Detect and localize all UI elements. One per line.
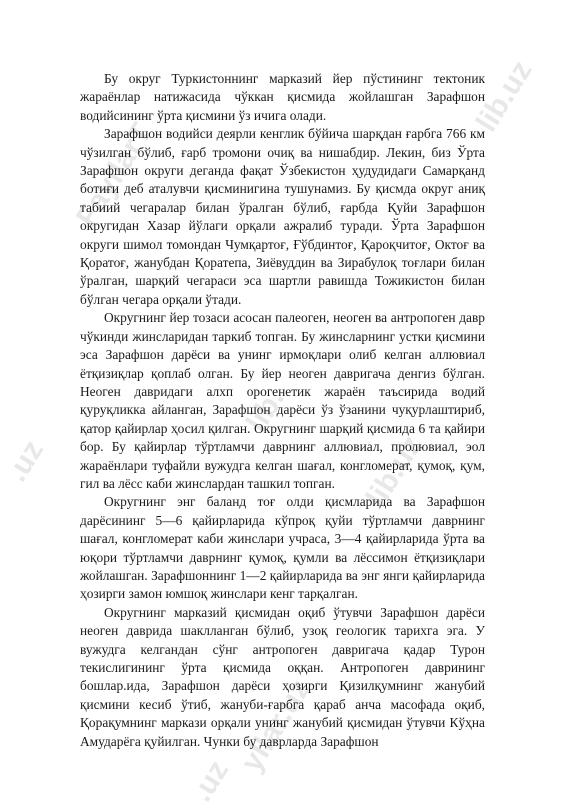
watermark-left-mid: .uz (0, 434, 51, 488)
paragraph: Округнинг марказий қисмидан оқиб ўтувчи Зарафшон дарёси неоген даврида шаклланган бўлиб, узоқ геологик тарихга эга. У вужудга келгандан сўнг антропоген давригача қадар Турон текислигининг ўрта қисмида оққан. Антропоген даврининг бошлар.ида, Зарафшон дарёси ҳозирги Қизилқумнинг жанубий қисмини кесиб ўтиб, жануби-ғарбга қараб анча масофада оқиб, Қорақумнинг маркази орқали унинг жанубий қисмидан ўтувчи Кўҳна Амударёга қуйилган. Чунки бу даврларда Зарафшон (80, 604, 485, 749)
paragraph: Округнинг йер тозаси асосан палеоген, неоген ва антропоген давр чўкинди жинсларидан таркиб топган. Бу жинсларнинг устки қисмини эса Зарафшон дарёси ва унинг ирмоқлари олиб келган аллювиал ётқизиқлар қоплаб олган. Бу йер неоген давригача денгиз бўлган. Неоген давридаги алхп орогенетик жараён таъсирида водий қуруқликка айланган, Зарафшон дарёси ўз ўзанини чуқурлаштириб, қатор қайирлар ҳосил қилган. Округнинг шарқий қисмида 6 та қайири бор. Бу қайирлар тўртламчи даврнинг аллювиал, пролювиал, эол жараёнлари туфайли вужудга келган шағал, конгломерат, қумоқ, қум, гил ва лёсс каби жинслардан ташкил топган. (80, 310, 485, 491)
watermark-left-top: FayllarT (70, 117, 159, 233)
watermark-left-bottom: lib.uz (360, 429, 429, 513)
paragraph: Округнинг энг баланд тоғ олди қисмларида ва Зарафшон дарёсининг 5—6 қайирларида кўпроқ қуйи тўртламчи даврнинг шағал, конгломерат каби жинслари учраса, 3—4 қайирларида ўрта ва юқори тўртламчи даврнинг қумоқ, қумли ва лёссимон ётқизиқлари жойлашган. Зарафшоннинг 1—2 қайирларида ва энг янги қайирларида ҳозирги замон юмшоқ жинслари кенг тарқалган. (80, 494, 485, 602)
watermark-bottom-right: .uz (185, 754, 236, 808)
body-text (80, 70, 485, 751)
watermark-mid: lib. (240, 383, 291, 438)
paragraph: Бу округ Туркистоннинг марказий йер пўстининг тектоник жараёнлар натижасида чўккан қисмида жойлашган Зарафшон водийсининг ўрта қисмини ўз ичига олади. (80, 71, 485, 123)
watermark-right-top: lib.uz (470, 54, 539, 138)
paragraph: Зарафшон водийси деярли кенглик бўйича шарқдан ғарбга 766 км чўзилган бўлиб, ғарб тромони очиқ ва нишабдир. Лекин, биз Ўрта Зарафшон округи деганда фақат Ўзбекистон ҳудудидаги Самарқанд ботиғи деб аталувчи қисминигина тушунамиз. Бу қисмда округ аниқ табиий чегаралар билан ўралган бўлиб, ғарбда Қуйи Зарафшон округидан Хазар йўлаги орқали ажралиб туради. Ўрта Зарафшон округи шимол томондан Чумқартоғ, Ғўбдинтоғ, Қароқчитоғ, Октоғ ва Қоратоғ, жанубдан Қоратепа, Зиёвуддин ва Зирабулоқ тоғлари билан ўралган, шарқий чегараси эса шартли равишда Тожикистон билан бўлган чегара орқали ўтади. (80, 126, 485, 307)
watermark-center: yllar.uz (235, 673, 317, 778)
